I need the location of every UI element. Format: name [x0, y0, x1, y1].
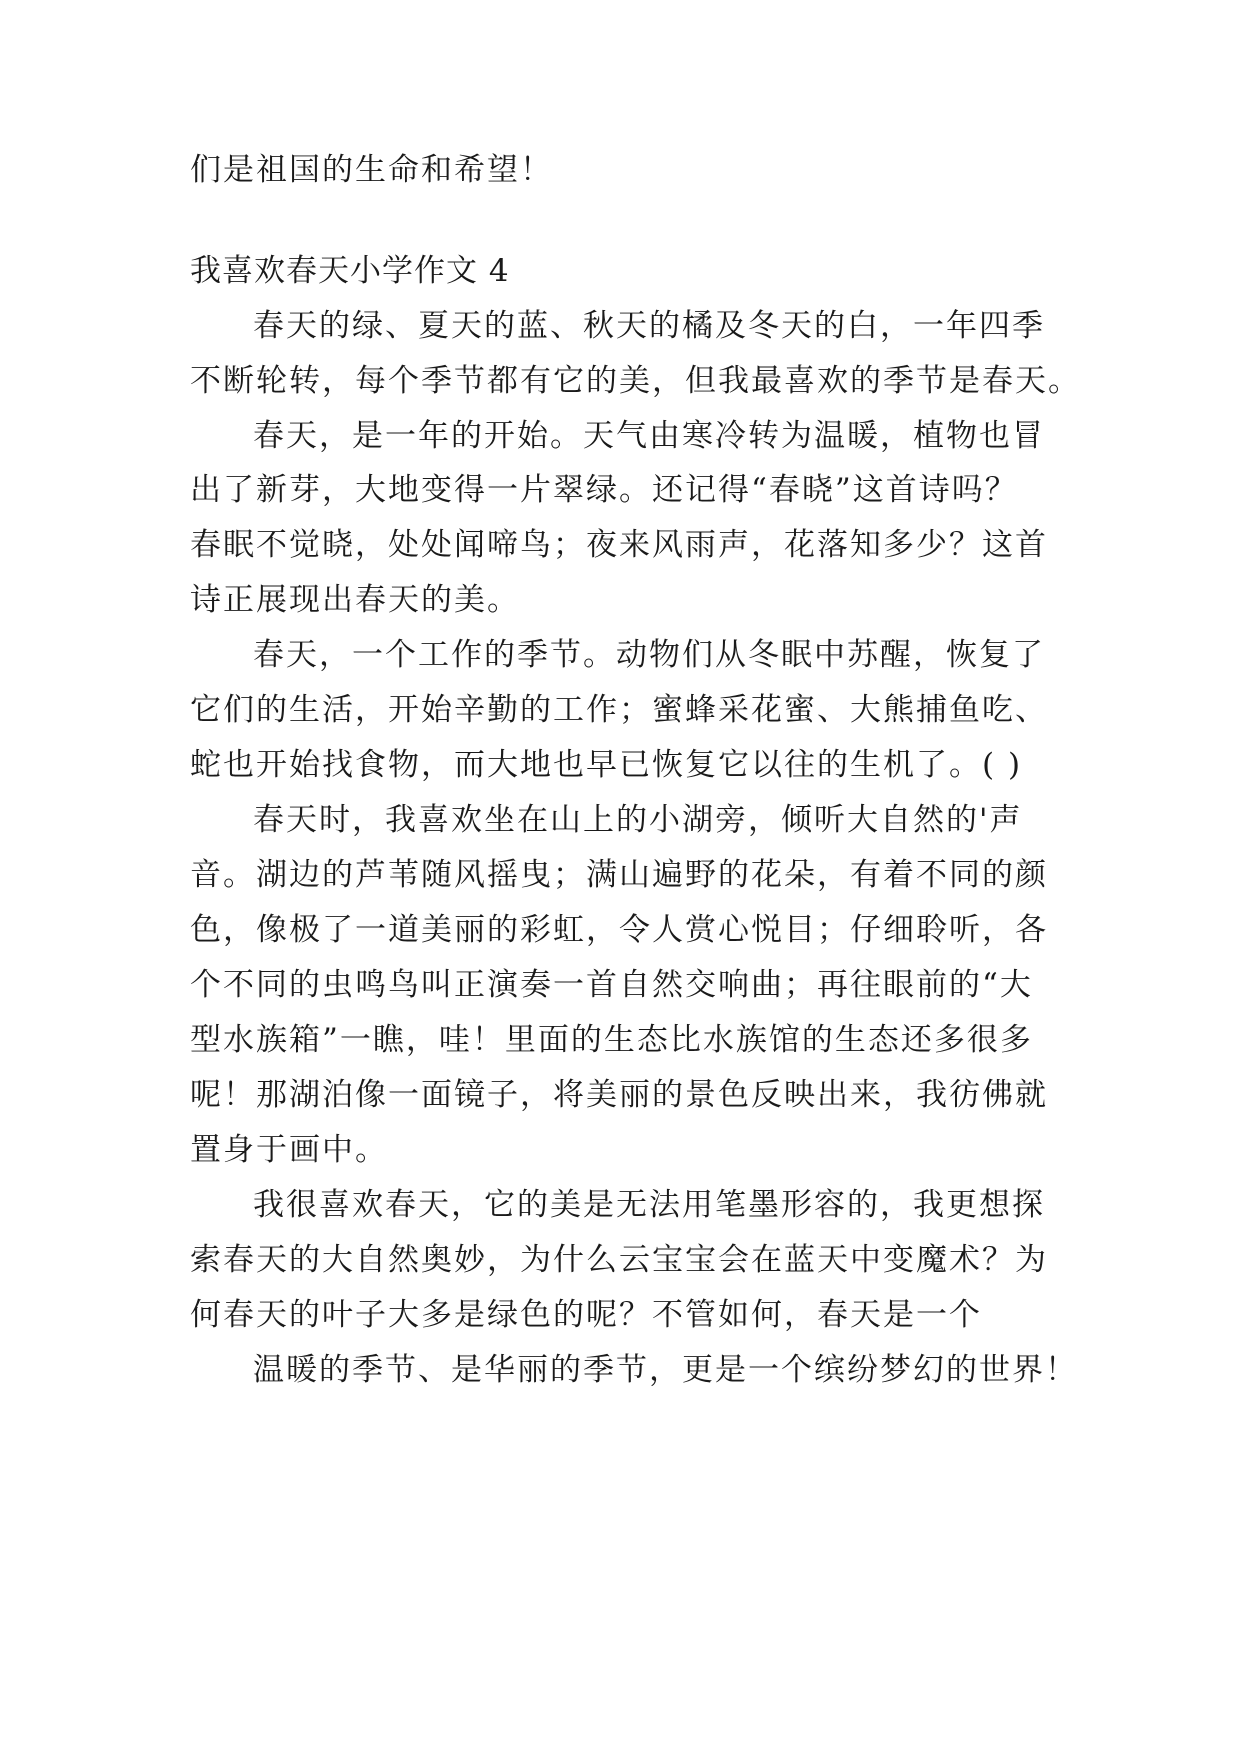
paragraph-line: 色，像极了一道美丽的彩虹，令人赏心悦目；仔细聆听，各	[190, 912, 1048, 948]
paragraph-line: 不断轮转，每个季节都有它的美，但我最喜欢的季节是春天。	[190, 363, 1081, 399]
paragraph-line: 春天时，我喜欢坐在山上的小湖旁，倾听大自然的'声	[253, 802, 1023, 838]
paragraph-line: 春天，是一年的开始。天气由寒冷转为温暖，植物也冒	[253, 418, 1045, 454]
paragraph-line: 出了新芽，大地变得一片翠绿。还记得“春晓”这首诗吗？	[190, 472, 1018, 508]
paragraph-line: 蛇也开始找食物，而大地也早已恢复它以往的生机了。( )	[190, 747, 1023, 783]
paragraph-line: 型水族箱”一瞧，哇！里面的生态比水族馆的生态还多很多	[190, 1022, 1033, 1058]
paragraph-line: 索春天的大自然奥妙，为什么云宝宝会在蓝天中变魔术？为	[190, 1242, 1048, 1278]
continuation-line: 们是祖国的生命和希望！	[190, 152, 553, 188]
paragraph-line: 它们的生活，开始辛勤的工作；蜜蜂采花蜜、大熊捕鱼吃、	[190, 692, 1048, 728]
paragraph-line: 春天，一个工作的季节。动物们从冬眠中苏醒，恢复了	[253, 637, 1045, 673]
paragraph-line: 温暖的季节、是华丽的季节，更是一个缤纷梦幻的世界！	[253, 1352, 1078, 1388]
paragraph-line: 春眠不觉晓，处处闻啼鸟；夜来风雨声，花落知多少？这首	[190, 527, 1048, 563]
paragraph-line: 音。湖边的芦苇随风摇曳；满山遍野的花朵，有着不同的颜	[190, 857, 1048, 893]
paragraph-line: 呢！那湖泊像一面镜子，将美丽的景色反映出来，我彷佛就	[190, 1077, 1048, 1113]
paragraph-line: 诗正展现出春天的美。	[190, 582, 520, 618]
essay-title: 我喜欢春天小学作文 4	[190, 253, 510, 289]
paragraph-line: 个不同的虫鸣鸟叫正演奏一首自然交响曲；再往眼前的“大	[190, 967, 1033, 1003]
paragraph-line: 春天的绿、夏天的蓝、秋天的橘及冬天的白，一年四季	[253, 308, 1045, 344]
paragraph-line: 我很喜欢春天，它的美是无法用笔墨形容的，我更想探	[253, 1187, 1045, 1223]
paragraph-line: 何春天的叶子大多是绿色的呢？不管如何，春天是一个	[190, 1297, 982, 1333]
paragraph-line: 置身于画中。	[190, 1132, 388, 1168]
